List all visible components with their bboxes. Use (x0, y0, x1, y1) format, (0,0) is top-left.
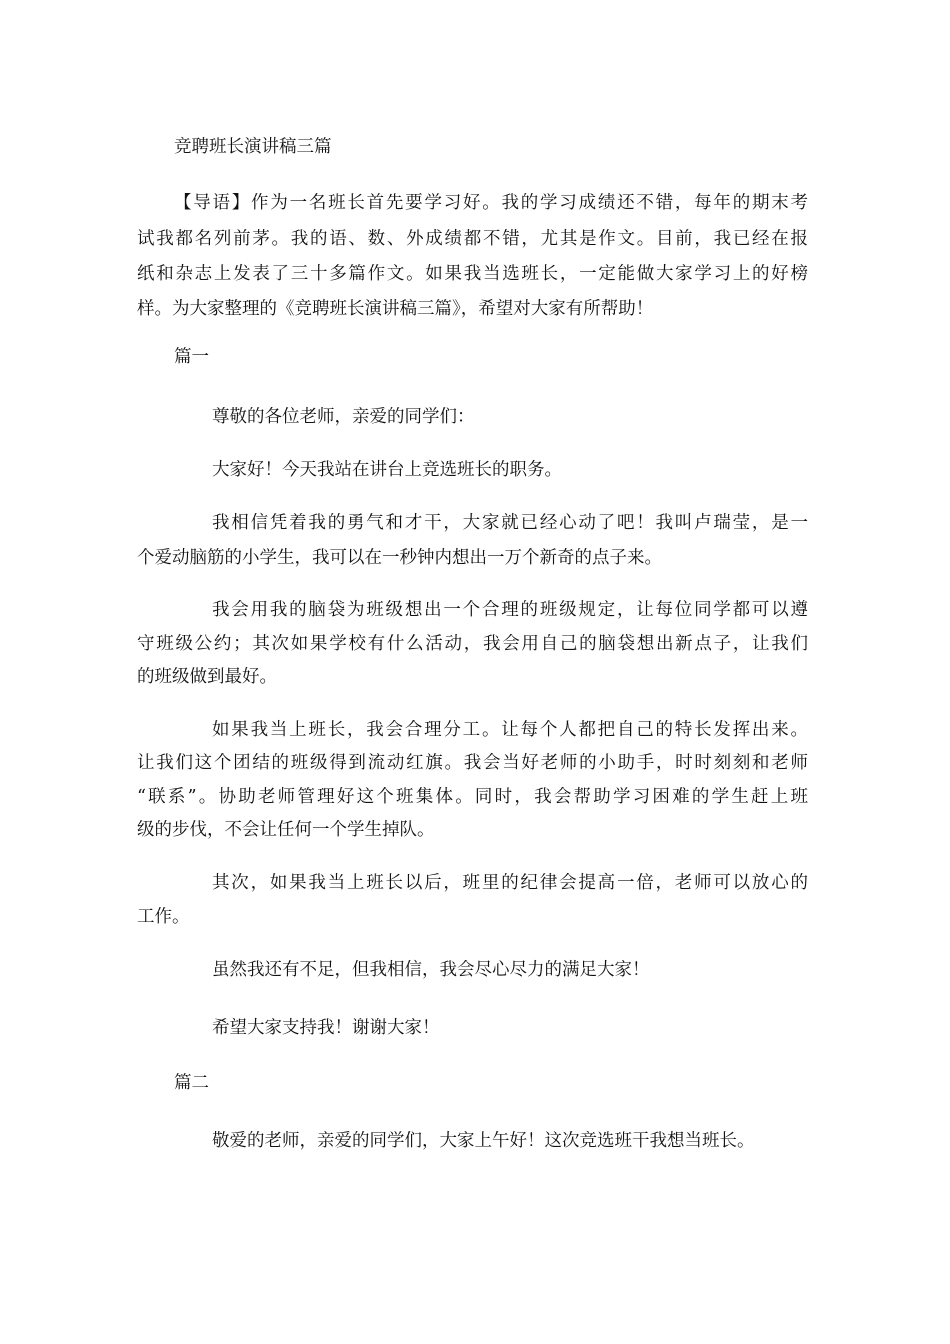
paragraph-line: 我会用我的脑袋为班级想出一个合理的班级规定，让每位同学都可以遵 (212, 600, 808, 620)
paragraph-line: 如果我当上班长，我会合理分工。让每个人都把自己的特长发挥出来。 (212, 720, 808, 740)
paragraph-line: 让我们这个团结的班级得到流动红旗。我会当好老师的小助手，时时刻刻和老师 (137, 753, 808, 773)
paragraph-line: 工作。 (137, 907, 190, 927)
intro-line: 样。为大家整理的《竞聘班长演讲稿三篇》，希望对大家有所帮助！ (137, 299, 654, 319)
paragraph-line: 守班级公约；其次如果学校有什么活动，我会用自己的脑袋想出新点子，让我们 (137, 634, 808, 654)
document-title: 竞聘班长演讲稿三篇 (174, 137, 332, 157)
paragraph-line: 级的步伐，不会让任何一个学生掉队。 (137, 820, 435, 840)
paragraph-line: 我相信凭着我的勇气和才干，大家就已经心动了吧！我叫卢瑞莹，是一 (212, 513, 808, 533)
paragraph-line: 的班级做到最好。 (137, 667, 277, 687)
section1-heading: 篇一 (174, 347, 209, 367)
section1-greeting: 大家好！今天我站在讲台上竞选班长的职务。 (212, 460, 562, 480)
intro-line: 【导语】作为一名班长首先要学习好。我的学习成绩还不错，每年的期末考 (174, 193, 808, 213)
section1-salutation: 尊敬的各位老师，亲爱的同学们： (212, 407, 475, 427)
intro-line: 纸和杂志上发表了三十多篇作文。如果我当选班长，一定能做大家学习上的好榜 (137, 264, 808, 284)
paragraph-line: 个爱动脑筋的小学生，我可以在一秒钟内想出一万个新奇的点子来。 (137, 548, 662, 568)
section1-paragraph-6: 希望大家支持我！谢谢大家！ (212, 1018, 440, 1038)
section2-heading: 篇二 (174, 1073, 209, 1093)
section1-paragraph-5: 虽然我还有不足，但我相信，我会尽心尽力的满足大家！ (212, 960, 650, 980)
section2-paragraph-1: 敬爱的老师，亲爱的同学们，大家上午好！这次竞选班干我想当班长。 (212, 1131, 755, 1151)
paragraph-line: “联系”。协助老师管理好这个班集体。同时，我会帮助学习困难的学生赶上班 (137, 787, 808, 807)
intro-line: 试我都名列前茅。我的语、数、外成绩都不错，尤其是作文。目前，我已经在报 (137, 229, 808, 249)
paragraph-line: 其次，如果我当上班长以后，班里的纪律会提高一倍，老师可以放心的 (212, 873, 808, 893)
